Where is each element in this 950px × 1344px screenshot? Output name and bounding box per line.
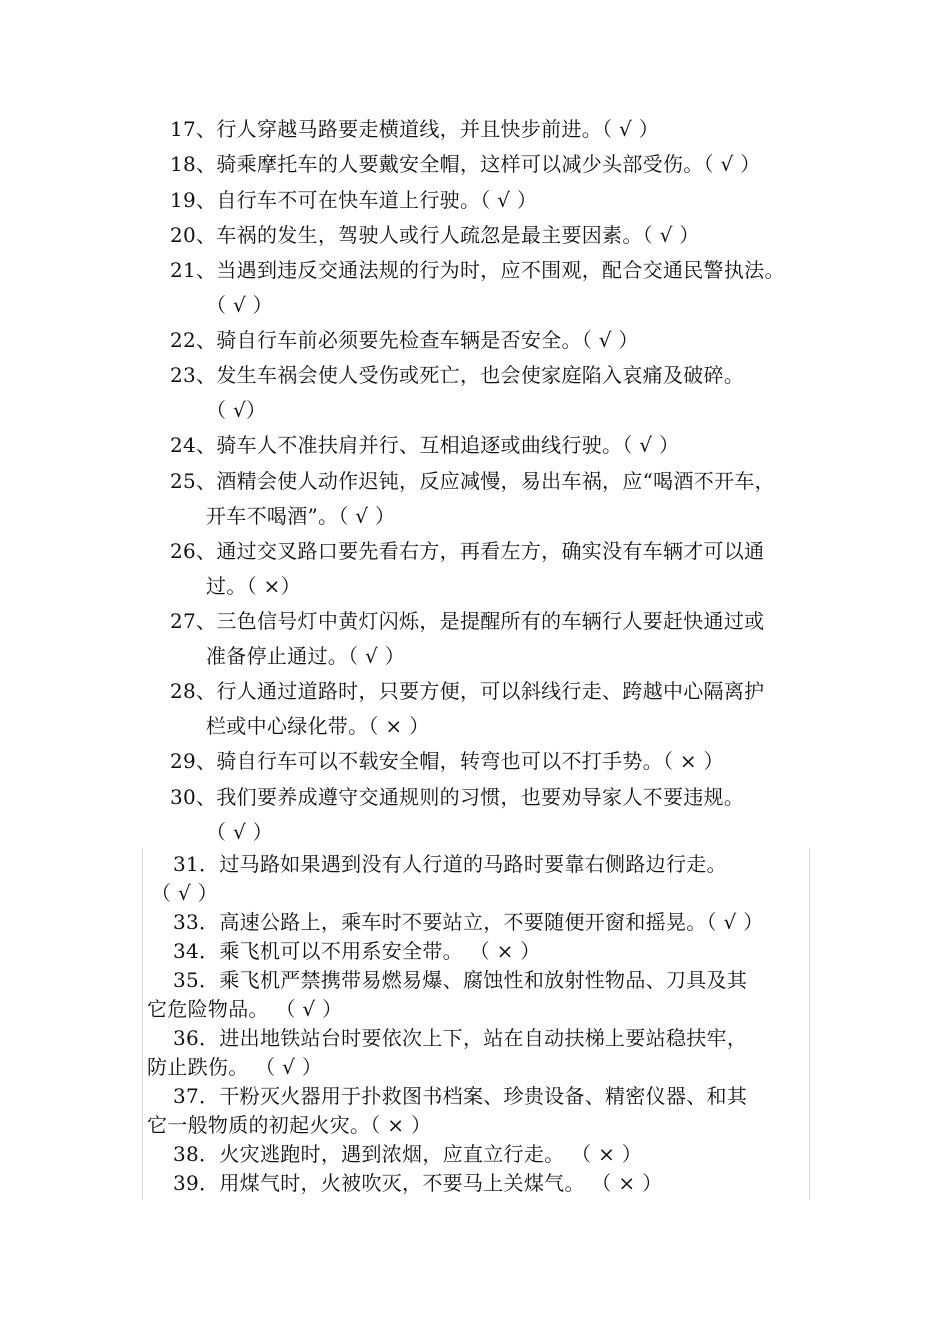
question-26: 26、通过交叉路口要先看右方，再看左方，确实没有车辆才可以通 (170, 539, 765, 563)
question-27-continuation: 准备停止通过。（ √ ） (206, 644, 406, 668)
question-17: 17、行人穿越马路要走横道线，并且快步前进。（ √ ） (170, 117, 660, 141)
question-18: 18、骑乘摩托车的人要戴安全帽，这样可以减少头部受伤。（ √ ） (170, 152, 761, 176)
question-39: 39．用煤气时，火被吹灭，不要马上关煤气。 （ × ） (173, 1171, 663, 1195)
question-35: 35．乘飞机严禁携带易燃易爆、腐蚀性和放射性物品、刀具及其 (173, 968, 748, 992)
question-25: 25、酒精会使人动作迟钝，反应减慢，易出车祸，应“喝酒不开车， (170, 469, 775, 493)
question-26-continuation: 过。（ ×） (206, 574, 301, 598)
question-23: 23、发生车祸会使人受伤或死亡，也会使家庭陷入哀痛及破碎。 (170, 363, 745, 387)
question-28-continuation: 栏或中心绿化带。（ × ） (206, 714, 430, 738)
question-23-answer: （ √） (206, 398, 267, 422)
question-21: 21、当遇到违反交通法规的行为时，应不围观，配合交通民警执法。 (170, 258, 785, 282)
question-31: 31．过马路如果遇到没有人行道的马路时要靠右侧路边行走。 (173, 852, 727, 876)
question-29: 29、骑自行车可以不载安全帽，转弯也可以不打手势。（ × ） (170, 749, 724, 773)
question-19: 19、自行车不可在快车道上行驶。（ √ ） (170, 188, 538, 212)
question-36-continuation: 防止跌伤。 （ √ ） (147, 1055, 323, 1079)
question-37: 37．干粉灭火器用于扑救图书档案、珍贵设备、精密仪器、和其 (173, 1084, 748, 1108)
question-24: 24、骑车人不准扶肩并行、互相追逐或曲线行驶。（ √ ） (170, 433, 680, 457)
question-37-continuation: 它一般物质的初起火灾。（ × ） (147, 1113, 432, 1137)
question-27: 27、三色信号灯中黄灯闪烁，是提醒所有的车辆行人要赶快通过或 (170, 609, 765, 633)
question-22: 22、骑自行车前必须要先检查车辆是否安全。（ √ ） (170, 328, 639, 352)
question-34: 34．乘飞机可以不用系安全带。 （ × ） (173, 939, 541, 963)
question-38: 38．火灾逃跑时，遇到浓烟，应直立行走。 （ × ） (173, 1142, 643, 1166)
question-21-answer: （ √ ） (206, 293, 273, 317)
question-box-31-39 (142, 848, 810, 1200)
question-33: 33．高速公路上，乘车时不要站立，不要随便开窗和摇晃。（ √ ） (173, 910, 764, 934)
question-36: 36．进出地铁站台时要依次上下，站在自动扶梯上要站稳扶牢， (173, 1026, 748, 1050)
question-25-continuation: 开车不喝酒”。（ √ ） (206, 504, 396, 528)
question-20: 20、车祸的发生，驾驶人或行人疏忽是最主要因素。（ √ ） (170, 223, 700, 247)
question-30-answer: （ √ ） (206, 820, 273, 844)
question-28: 28、行人通过道路时，只要方便，可以斜线行走、跨越中心隔离护 (170, 679, 765, 703)
question-35-continuation: 它危险物品。 （ √ ） (147, 997, 343, 1021)
question-30: 30、我们要养成遵守交通规则的习惯，也要劝导家人不要违规。 (170, 785, 745, 809)
question-31-answer: （ √ ） (151, 881, 218, 905)
